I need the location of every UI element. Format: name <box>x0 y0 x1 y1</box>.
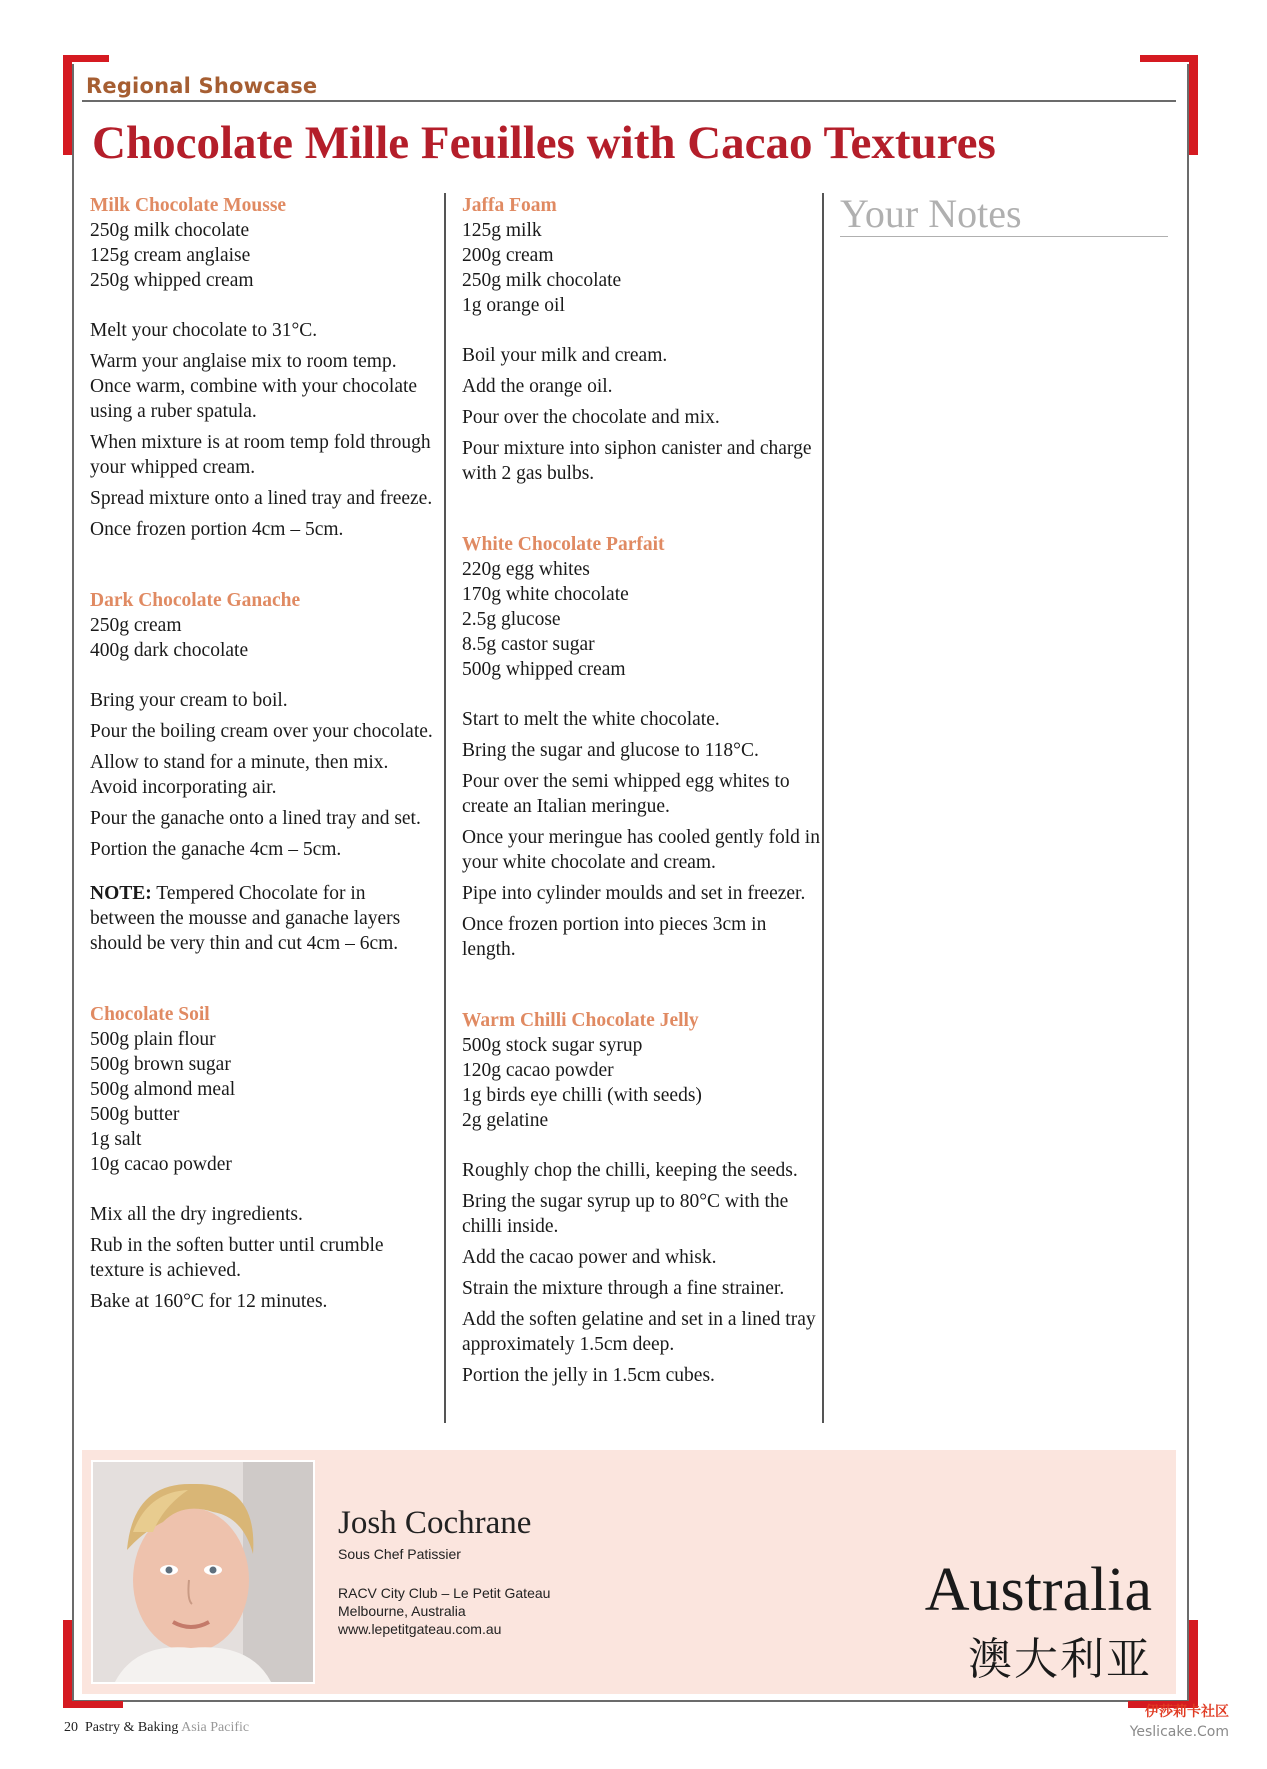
ingredient-list <box>462 557 822 682</box>
ingredient-item: 500g whipped cream <box>462 659 626 680</box>
header-rule <box>82 100 1176 102</box>
page-footer <box>64 1720 249 1736</box>
corner-mark-top-right-vertical <box>1189 55 1198 155</box>
venue-name: RACV City Club – Le Petit Gateau <box>338 1585 551 1601</box>
method-step: Start to melt the white chocolate. <box>462 709 720 730</box>
method-steps <box>462 343 822 486</box>
chef-role: Sous Chef Patissier <box>338 1546 461 1562</box>
method-step: Spread mixture onto a lined tray and freeze. <box>90 488 433 509</box>
method-step: Bring the sugar and glucose to 118°C. <box>462 740 759 761</box>
method-steps <box>90 318 435 542</box>
column-divider <box>822 193 824 1423</box>
recipe-note <box>90 881 435 956</box>
ingredient-item: 120g cacao powder <box>462 1060 614 1081</box>
watermark-chinese: 伊莎莉卡社区 <box>1145 1704 1229 1720</box>
corner-mark-bottom-right-vertical <box>1189 1620 1198 1708</box>
corner-mark-top-left-vertical <box>63 55 72 155</box>
method-step: When mixture is at room temp fold through your whipped cream. <box>90 432 431 478</box>
ingredient-item: 2.5g glucose <box>462 609 561 630</box>
method-step: Boil your milk and cream. <box>462 345 668 366</box>
ingredient-item: 500g butter <box>90 1104 180 1125</box>
watermark <box>1130 1702 1229 1742</box>
method-step: Pour the ganache onto a lined tray and set. <box>90 808 421 829</box>
method-step: Once your meringue has cooled gently fold in your white chocolate and cream. <box>462 827 820 873</box>
ingredient-item: 400g dark chocolate <box>90 640 249 661</box>
ingredient-item: 250g cream <box>90 615 182 636</box>
chef-photo <box>91 1460 315 1684</box>
watermark-site: Yeslicake.Com <box>1129 1724 1229 1740</box>
ingredient-item: 500g almond meal <box>90 1079 236 1100</box>
ingredient-list <box>90 1027 435 1177</box>
recipe-section-chocolate-soil <box>90 1002 435 1314</box>
ingredient-item: 1g birds eye chilli (with seeds) <box>462 1085 702 1106</box>
chef-portrait-image <box>93 1462 315 1684</box>
method-step: Add the cacao power and whisk. <box>462 1247 717 1268</box>
method-step: Bring the sugar syrup up to 80°C with the chilli inside. <box>462 1191 789 1237</box>
column-divider <box>444 193 446 1423</box>
ingredient-item: 500g stock sugar syrup <box>462 1035 643 1056</box>
ingredient-list <box>462 218 822 318</box>
ingredient-item: 220g egg whites <box>462 559 590 580</box>
method-step: Portion the ganache 4cm – 5cm. <box>90 839 342 860</box>
method-step: Warm your anglaise mix to room temp. Once warm, combine with your chocolate using a ruber spatula. <box>90 351 418 422</box>
ingredient-item: 10g cacao powder <box>90 1154 232 1175</box>
method-step: Bring your cream to boil. <box>90 690 288 711</box>
corner-mark-bottom-left <box>63 1701 123 1708</box>
recipe-column-middle <box>462 193 822 1434</box>
page-title: Chocolate Mille Feuilles with Cacao Textures <box>92 117 996 169</box>
ingredient-item: 8.5g castor sugar <box>462 634 595 655</box>
method-step: Add the soften gelatine and set in a lined tray approximately 1.5cm deep. <box>462 1309 816 1355</box>
ingredient-item: 125g milk <box>462 220 542 241</box>
ingredient-item: 200g cream <box>462 245 554 266</box>
recipe-heading: White Chocolate Parfait <box>462 534 665 555</box>
ingredient-list <box>462 1033 822 1133</box>
recipe-section-milk-chocolate-mousse <box>90 193 435 542</box>
note-label: NOTE: <box>90 883 152 904</box>
method-step: Strain the mixture through a fine strainer. <box>462 1278 785 1299</box>
ingredient-item: 1g salt <box>90 1129 142 1150</box>
page-number: 20 <box>64 1720 78 1735</box>
ingredient-item: 125g cream anglaise <box>90 245 251 266</box>
ingredient-item: 2g gelatine <box>462 1110 549 1131</box>
method-step: Once frozen portion into pieces 3cm in length. <box>462 914 767 960</box>
note-text: Tempered Chocolate for in between the mousse and ganache layers should be very thin and cut 4cm – 6cm. <box>90 883 401 954</box>
ingredient-item: 1g orange oil <box>462 295 565 316</box>
method-step: Mix all the dry ingredients. <box>90 1204 303 1225</box>
magazine-region: Asia Pacific <box>181 1720 250 1735</box>
method-step: Pour mixture into siphon canister and charge with 2 gas bulbs. <box>462 438 812 484</box>
method-step: Add the orange oil. <box>462 376 613 397</box>
recipe-heading: Jaffa Foam <box>462 195 557 216</box>
magazine-name: Pastry & Baking <box>85 1720 179 1735</box>
recipe-heading: Dark Chocolate Ganache <box>90 590 301 611</box>
ingredient-item: 250g milk chocolate <box>462 270 622 291</box>
recipe-heading: Milk Chocolate Mousse <box>90 195 287 216</box>
recipe-section-warm-chilli-chocolate-jelly <box>462 1008 822 1388</box>
recipe-heading: Warm Chilli Chocolate Jelly <box>462 1010 699 1031</box>
section-label: Regional Showcase <box>86 74 318 98</box>
method-step: Melt your chocolate to 31°C. <box>90 320 318 341</box>
notes-heading: Your Notes <box>840 192 1168 237</box>
method-step: Roughly chop the chilli, keeping the seeds. <box>462 1160 798 1181</box>
method-step: Pour over the semi whipped egg whites to create an Italian meringue. <box>462 771 790 817</box>
ingredient-list <box>90 218 435 293</box>
corner-mark-bottom-left-vertical <box>63 1620 72 1708</box>
method-steps <box>462 1158 822 1388</box>
chef-name: Josh Cochrane <box>338 1505 532 1541</box>
method-step: Allow to stand for a minute, then mix. Avoid incorporating air. <box>90 752 389 798</box>
method-steps <box>462 707 822 962</box>
method-step: Pour the boiling cream over your chocolate. <box>90 721 433 742</box>
ingredient-item: 170g white chocolate <box>462 584 629 605</box>
ingredient-list <box>90 613 435 663</box>
method-step: Rub in the soften butter until crumble texture is achieved. <box>90 1235 384 1281</box>
method-step: Bake at 160°C for 12 minutes. <box>90 1291 328 1312</box>
method-steps <box>90 688 435 862</box>
venue-location: Melbourne, Australia <box>338 1603 466 1619</box>
ingredient-item: 250g milk chocolate <box>90 220 250 241</box>
ingredient-item: 500g brown sugar <box>90 1054 231 1075</box>
ingredient-item: 250g whipped cream <box>90 270 254 291</box>
recipe-heading: Chocolate Soil <box>90 1004 210 1025</box>
method-step: Once frozen portion 4cm – 5cm. <box>90 519 344 540</box>
recipe-section-dark-chocolate-ganache <box>90 588 435 956</box>
country-name-english: Australia <box>924 1556 1152 1624</box>
ingredient-item: 500g plain flour <box>90 1029 216 1050</box>
venue-website-link[interactable]: www.lepetitgateau.com.au <box>338 1621 502 1637</box>
method-step: Pipe into cylinder moulds and set in freezer. <box>462 883 806 904</box>
recipe-section-jaffa-foam <box>462 193 822 486</box>
chef-venue <box>338 1584 550 1638</box>
method-steps <box>90 1202 435 1314</box>
country-name-chinese: 澳大利亚 <box>968 1634 1152 1685</box>
recipe-column-left <box>90 193 435 1360</box>
method-step: Pour over the chocolate and mix. <box>462 407 720 428</box>
method-step: Portion the jelly in 1.5cm cubes. <box>462 1365 715 1386</box>
recipe-section-white-chocolate-parfait <box>462 532 822 962</box>
